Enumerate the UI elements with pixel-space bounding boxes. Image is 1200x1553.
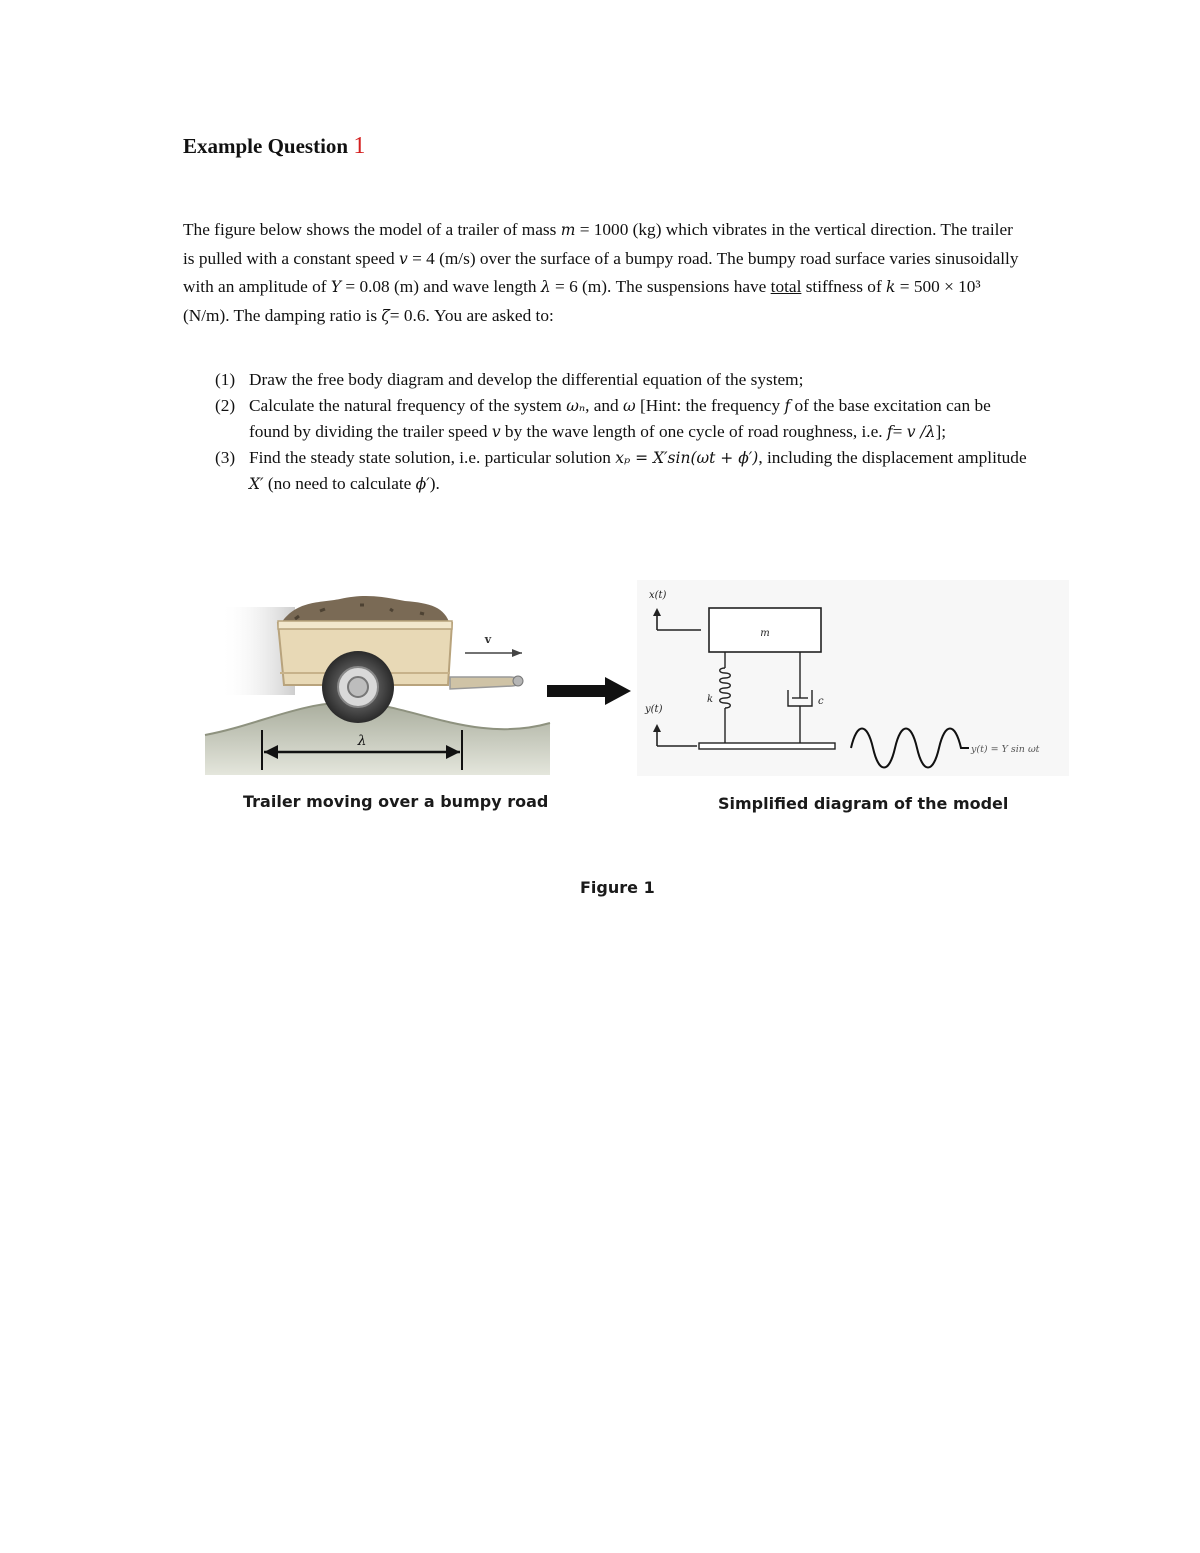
title-label: Example Question xyxy=(183,134,349,158)
wavelength-label: λ xyxy=(357,733,367,749)
symbol-zeta: ζ xyxy=(381,306,390,325)
mass-label: m xyxy=(760,628,770,639)
task-item: (1) Draw the free body diagram and develop the differential equation of the system; xyxy=(215,370,804,389)
task-list xyxy=(215,367,1035,497)
y-label: y(t) xyxy=(645,704,663,715)
model-diagram xyxy=(637,580,1069,776)
problem-statement: The figure below shows the model of a trailer of mass m = 1000 (kg) which vibrates in the vertical direction. The trailer is pulled with a constant speed v = 4 (m/s) over the surface of a bumpy road. The bumpy road surface varies sinusoidally with an amplitude of Y = 0.08 (m) and wave length λ = 6 (m). The suspensions have total stiffness of k = 500 × 10³ (N/m). The damping ratio is ζ= 0.6. You are asked to: xyxy=(183,220,1019,325)
underlined-total: total xyxy=(770,277,802,296)
symbol-m: m xyxy=(560,221,576,239)
right-caption: Simplified diagram of the model xyxy=(718,794,1009,813)
symbol-k: k xyxy=(886,278,896,296)
symbol-Y: Y xyxy=(330,278,342,296)
damping-label: c xyxy=(818,696,824,707)
right-arrow-icon xyxy=(545,676,633,706)
trailer-tongue xyxy=(450,677,520,689)
figure-caption: Figure 1 xyxy=(580,878,655,897)
symbol-lambda: λ xyxy=(540,278,551,296)
stiffness-label: k xyxy=(707,694,714,705)
task-item: (2) Calculate the natural frequency of the system ωₙ, and ω [Hint: the frequency f of the base excitation can be found by dividing the trailer speed v by the wave length of one cycle of road roughness, i.e. f= v /λ]; xyxy=(215,396,991,441)
title-number: 1 xyxy=(353,133,366,159)
trailer-illustration xyxy=(200,585,560,775)
base-equation: y(t) = Y sin ωt xyxy=(971,744,1040,755)
task-item: (3) Find the steady state solution, i.e. particular solution xₚ = X′sin(ωt + ϕ′), including the displacement amplitude X′ (no need to calculate ϕ′). xyxy=(215,448,1027,493)
symbol-v: v xyxy=(398,249,408,268)
x-label: x(t) xyxy=(649,590,667,601)
left-caption: Trailer moving over a bumpy road xyxy=(243,792,549,811)
velocity-label: v xyxy=(484,633,492,646)
base-plate xyxy=(699,743,835,749)
question-title xyxy=(183,133,365,160)
